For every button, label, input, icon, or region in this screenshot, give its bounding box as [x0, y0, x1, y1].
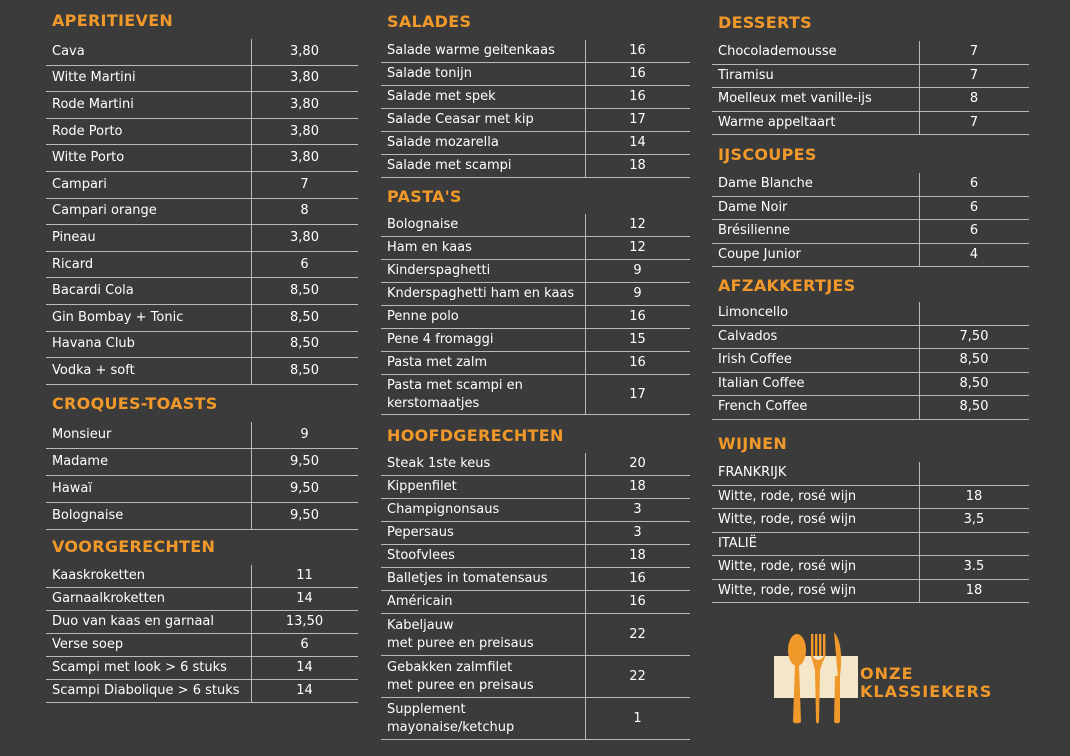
- menu-row: [381, 214, 690, 237]
- menu-item-name: Bacardi Cola: [52, 283, 134, 299]
- menu-item-price: 18: [629, 479, 646, 494]
- salades-table: [381, 40, 690, 178]
- menu-row: [381, 132, 690, 155]
- menu-item-name: Hawaï: [52, 481, 92, 496]
- menu-row: [46, 503, 358, 530]
- menu-row: [381, 656, 690, 698]
- afzakkertjes-table: [712, 302, 1029, 420]
- menu-row: [712, 580, 1029, 604]
- menu-item-price: 4: [969, 246, 979, 262]
- menu-item-price: 8,50: [290, 283, 319, 299]
- menu-row: [46, 225, 358, 252]
- menu-item-name: Monsieur: [52, 427, 112, 442]
- menu-row: [381, 568, 690, 591]
- menu-row: [46, 199, 358, 226]
- menu-item-price: 6: [969, 176, 979, 192]
- croques-title: CROQUES-TOASTS: [52, 394, 218, 413]
- voorgerechten-table: [46, 565, 358, 703]
- menu-item-price: 8,50: [290, 309, 319, 325]
- menu-row: [381, 155, 690, 178]
- menu-item-price: 11: [296, 568, 313, 583]
- menu-item-name: French Coffee: [718, 399, 808, 415]
- menu-item-name: Bolognaise: [52, 508, 124, 523]
- menu-item-price: 12: [629, 217, 646, 232]
- menu-item-name: Scampi met look > 6 stuks: [52, 660, 227, 675]
- desserts-title: DESSERTS: [718, 13, 812, 32]
- menu-item-name: Madame: [52, 454, 109, 469]
- menu-item-name: Gin Bombay + Tonic: [52, 309, 184, 325]
- menu-item-price: 3,80: [290, 43, 319, 59]
- menu-item-price: 7: [300, 176, 309, 192]
- menu-item-price: 7,50: [959, 328, 989, 344]
- menu-item-price: 18: [629, 158, 646, 173]
- pastas-table: [381, 214, 690, 415]
- menu-item-price: 18: [965, 582, 983, 598]
- aperitieven-title: APERITIEVEN: [52, 11, 174, 30]
- menu-row: [712, 396, 1029, 420]
- menu-item-name: Cava: [52, 43, 85, 59]
- menu-item-name: Ham en kaas: [387, 240, 472, 255]
- menu-item-price: 14: [296, 591, 313, 606]
- menu-row: [712, 533, 1029, 557]
- menu-row: [381, 283, 690, 306]
- menu-item-name: Witte, rode, rosé wijn: [718, 582, 857, 598]
- menu-item-price: 6: [969, 199, 979, 215]
- menu-row: [712, 556, 1029, 580]
- menu-item-name: Scampi Diabolique > 6 stuks: [52, 683, 240, 698]
- menu-row: [46, 305, 358, 332]
- menu-row: [46, 66, 358, 93]
- menu-row: [46, 92, 358, 119]
- menu-item-price: 18: [965, 488, 983, 504]
- menu-item-name: Havana Club: [52, 336, 135, 352]
- menu-item-price: 15: [629, 332, 646, 347]
- menu-item-price: 16: [629, 309, 646, 324]
- menu-item-price: 8,50: [290, 362, 319, 378]
- menu-row: [381, 545, 690, 568]
- menu-item-price: 3.5: [963, 559, 985, 575]
- menu-row: [381, 86, 690, 109]
- menu-row: [712, 373, 1029, 397]
- wijnen-table: [712, 462, 1029, 603]
- menu-item-name: Salade warme geitenkaas: [387, 43, 555, 58]
- menu-item-price: 6: [969, 223, 979, 239]
- menu-item-price: 9: [633, 286, 642, 301]
- salades-title: SALADES: [387, 12, 472, 31]
- menu-row: [381, 306, 690, 329]
- menu-row: [712, 462, 1029, 486]
- hoofdgerechten-table: [381, 453, 690, 740]
- menu-item-name: Witte, rode, rosé wijn: [718, 559, 857, 575]
- menu-row: [381, 375, 690, 415]
- menu-item-name: Rode Martini: [52, 96, 134, 112]
- menu-row: [46, 634, 358, 657]
- ijscoupes-title: IJSCOUPES: [718, 145, 817, 164]
- menu-row: [712, 173, 1029, 197]
- menu-item-price: 8: [969, 91, 979, 107]
- menu-item-price: 3,80: [290, 96, 319, 112]
- menu-row: [46, 565, 358, 588]
- menu-row: [712, 88, 1029, 112]
- menu-row: [381, 40, 690, 63]
- menu-row: [381, 109, 690, 132]
- menu-item-price: 22: [629, 626, 646, 642]
- menu-row: [712, 41, 1029, 65]
- menu-row: [381, 329, 690, 352]
- menu-item-price: 12: [629, 240, 646, 255]
- menu-item-price: 8,50: [959, 375, 989, 391]
- menu-item-price: 16: [629, 66, 646, 81]
- menu-item-name: Calvados: [718, 328, 778, 344]
- menu-item-name: Chocolademousse: [718, 44, 837, 60]
- wijnen-title: WIJNEN: [718, 434, 788, 453]
- onze-klassiekers-logo: [774, 630, 993, 730]
- menu-item-name: Pepersaus: [387, 525, 454, 540]
- menu-item-name: Champignonsaus: [387, 502, 500, 517]
- menu-item-name: Salade met scampi: [387, 158, 512, 173]
- menu-row: [712, 509, 1029, 533]
- menu-row: [381, 698, 690, 740]
- menu-row: [46, 358, 358, 385]
- desserts-table: [712, 41, 1029, 135]
- menu-item-name: FRANKRIJK: [718, 465, 787, 481]
- menu-item-name: Bolognaise: [387, 217, 459, 232]
- menu-row: [46, 449, 358, 476]
- menu-row: [381, 499, 690, 522]
- menu-item-name: Dame Noir: [718, 199, 788, 215]
- menu-item-name: Pene 4 fromaggi: [387, 332, 494, 347]
- menu-item-name: Garnaalkroketten: [52, 591, 165, 606]
- menu-item-name: Kippenfilet: [387, 479, 457, 494]
- menu-item-name: Coupe Junior: [718, 246, 801, 262]
- menu-row: [712, 112, 1029, 136]
- hoofdgerechten-title: HOOFDGERECHTEN: [387, 426, 564, 445]
- menu-row: [381, 453, 690, 476]
- menu-item-price: 8: [300, 203, 309, 219]
- menu-item-name: Pineau: [52, 229, 96, 245]
- croques-table: [46, 422, 358, 530]
- menu-item-name: Dame Blanche: [718, 176, 813, 192]
- menu-item-name: Moelleux met vanille-ijs: [718, 91, 872, 107]
- menu-row: [381, 476, 690, 499]
- pastas-title: PASTA'S: [387, 187, 462, 206]
- menu-row: [712, 244, 1029, 268]
- menu-item-price: 16: [629, 89, 646, 104]
- menu-item-name: Tiramisu: [718, 67, 774, 83]
- menu-item-price: 9: [300, 427, 309, 442]
- menu-row: [381, 591, 690, 614]
- menu-item-name: Witte Martini: [52, 70, 136, 86]
- menu-item-price: 3,80: [290, 70, 319, 86]
- menu-item-name: Pasta met scampi en kerstomaatjes: [387, 377, 523, 411]
- menu-row: [712, 326, 1029, 350]
- menu-item-name: Supplement mayonaise/ketchup: [387, 701, 515, 735]
- menu-row: [381, 614, 690, 656]
- menu-row: [46, 145, 358, 172]
- menu-item-name: Kabeljauw met puree en preisaus: [387, 617, 534, 651]
- menu-item-price: 14: [629, 135, 646, 150]
- menu-item-name: ITALIË: [718, 535, 757, 551]
- menu-item-price: 9,50: [290, 454, 319, 469]
- menu-item-price: 20: [629, 456, 646, 471]
- menu-item-price: 22: [629, 668, 646, 684]
- menu-item-price: 9,50: [290, 481, 319, 496]
- menu-row: [46, 657, 358, 680]
- menu-item-name: Italian Coffee: [718, 375, 805, 391]
- menu-row: [46, 252, 358, 279]
- menu-item-price: 9: [633, 263, 642, 278]
- menu-item-name: Gebakken zalmfilet met puree en preisaus: [387, 659, 534, 693]
- menu-row: [712, 486, 1029, 510]
- menu-item-price: 9,50: [290, 508, 319, 523]
- menu-item-name: Salade tonijn: [387, 66, 472, 81]
- menu-item-name: Warme appeltaart: [718, 114, 836, 130]
- menu-row: [46, 332, 358, 359]
- menu-row: [46, 476, 358, 503]
- menu-item-name: Ricard: [52, 256, 94, 272]
- menu-item-price: 8,50: [959, 352, 989, 368]
- menu-row: [46, 611, 358, 634]
- menu-item-name: Witte Porto: [52, 150, 125, 166]
- menu-item-price: 7: [969, 67, 979, 83]
- menu-row: [46, 119, 358, 146]
- menu-row: [46, 588, 358, 611]
- afzakkertjes-title: AFZAKKERTJES: [718, 276, 856, 295]
- menu-item-price: 8,50: [290, 336, 319, 352]
- menu-item-price: 17: [629, 112, 646, 127]
- menu-item-price: 16: [629, 43, 646, 58]
- menu-item-price: 13,50: [285, 614, 324, 629]
- voorgerechten-title: VOORGERECHTEN: [52, 537, 216, 556]
- menu-item-price: 3,80: [290, 123, 319, 139]
- menu-item-price: 3,80: [290, 150, 319, 166]
- menu-item-price: 7: [969, 44, 979, 60]
- logo-line-1: ONZE: [860, 664, 914, 683]
- menu-item-price: 7: [969, 114, 979, 130]
- menu-item-price: 16: [629, 355, 646, 370]
- menu-item-name: Rode Porto: [52, 123, 123, 139]
- menu-item-price: 6: [300, 256, 309, 272]
- menu-row: [381, 63, 690, 86]
- menu-item-price: 16: [629, 571, 646, 586]
- menu-item-name: Salade mozarella: [387, 135, 499, 150]
- menu-row: [712, 302, 1029, 326]
- menu-item-price: 3,5: [963, 512, 985, 528]
- menu-item-price: 17: [629, 386, 646, 402]
- menu-item-price: 14: [296, 660, 313, 675]
- menu-item-name: Campari: [52, 176, 107, 192]
- menu-item-name: Kinderspaghetti: [387, 263, 491, 278]
- menu-item-name: Witte, rode, rosé wijn: [718, 512, 857, 528]
- menu-item-name: Steak 1ste keus: [387, 456, 491, 471]
- menu-item-name: Vodka + soft: [52, 362, 135, 378]
- menu-item-price: 3,80: [290, 229, 319, 245]
- menu-item-price: 3: [633, 502, 642, 517]
- menu-row: [381, 237, 690, 260]
- menu-item-name: Campari orange: [52, 203, 157, 219]
- menu-row: [46, 39, 358, 66]
- menu-item-price: 18: [629, 548, 646, 563]
- menu-row: [712, 65, 1029, 89]
- menu-row: [381, 522, 690, 545]
- menu-item-name: Witte, rode, rosé wijn: [718, 488, 857, 504]
- menu-row: [46, 422, 358, 449]
- menu-row: [712, 349, 1029, 373]
- menu-item-name: Américain: [387, 594, 453, 609]
- ijscoupes-table: [712, 173, 1029, 267]
- menu-item-name: Irish Coffee: [718, 352, 792, 368]
- menu-item-name: Salade met spek: [387, 89, 496, 104]
- logo-line-2: KLASSIEKERS: [860, 682, 993, 701]
- menu-row: [712, 220, 1029, 244]
- menu-item-name: Duo van kaas en garnaal: [52, 614, 214, 629]
- menu-item-price: 16: [629, 594, 646, 609]
- menu-row: [46, 680, 358, 703]
- menu-item-price: 6: [300, 637, 309, 652]
- menu-item-price: 8,50: [959, 399, 989, 415]
- menu-item-name: Stoofvlees: [387, 548, 455, 563]
- menu-row: [381, 260, 690, 283]
- menu-item-name: Balletjes in tomatensaus: [387, 571, 548, 586]
- menu-item-name: Kaaskroketten: [52, 568, 146, 583]
- aperitieven-table: [46, 39, 358, 385]
- menu-row: [46, 278, 358, 305]
- menu-item-price: 1: [633, 710, 642, 726]
- menu-row: [381, 352, 690, 375]
- menu-item-name: Brésilienne: [718, 223, 791, 239]
- menu-item-name: Verse soep: [52, 637, 124, 652]
- menu-item-name: Knderspaghetti ham en kaas: [387, 286, 575, 301]
- menu-item-name: Salade Ceasar met kip: [387, 112, 534, 127]
- menu-item-name: Limoncello: [718, 305, 789, 321]
- menu-item-name: Penne polo: [387, 309, 459, 324]
- menu-item-price: 14: [296, 683, 313, 698]
- menu-item-price: 3: [633, 525, 642, 540]
- menu-row: [46, 172, 358, 199]
- menu-row: [712, 197, 1029, 221]
- menu-item-name: Pasta met zalm: [387, 355, 488, 370]
